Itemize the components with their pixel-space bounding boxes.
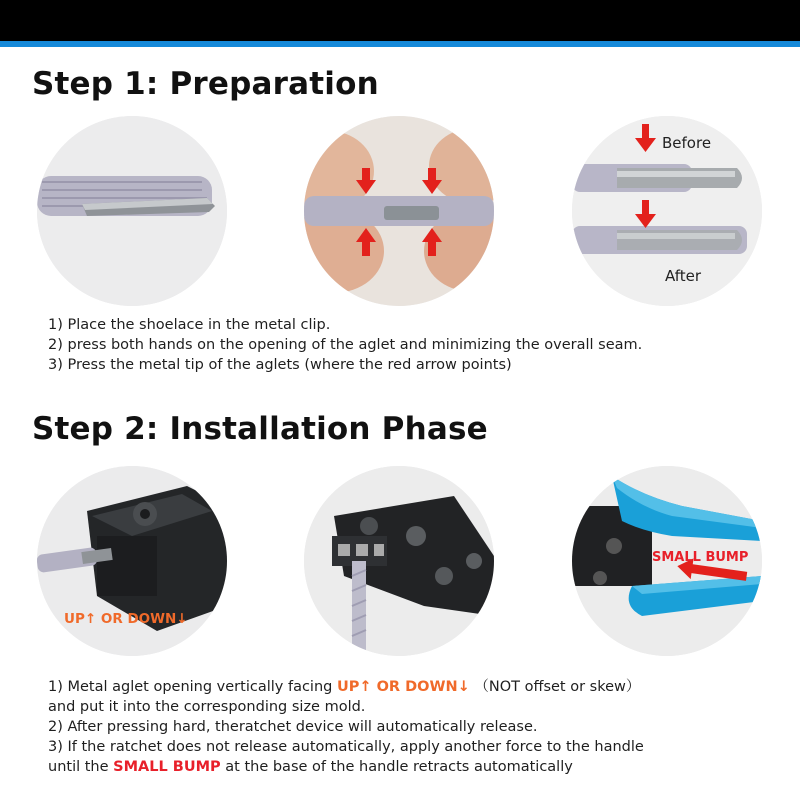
step1-instructions — [48, 315, 642, 375]
step1-title: Step 1: Preparation — [32, 66, 379, 102]
step2-line5-suffix: at the base of the handle retracts automatically — [220, 759, 573, 775]
step2-instruction-line-3: 2) After pressing hard, theratchet device will automatically release. — [48, 719, 538, 735]
step2-instruction-line-4: 3) If the ratchet does not release automatically, apply another force to the handle — [48, 739, 644, 755]
step1-instruction-line: 2) press both hands on the opening of the aglet and minimizing the overall seam. — [48, 337, 643, 353]
step2-instruction-line-5 — [48, 757, 644, 777]
step1-photo-press-aglet — [304, 116, 494, 306]
step2-photo-small-bump — [572, 466, 762, 656]
step2-title: Step 2: Installation Phase — [32, 411, 488, 447]
step2-instructions — [48, 677, 644, 777]
step1-instruction-line: 3) Press the metal tip of the aglets (where the red arrow points) — [48, 357, 512, 373]
step1-photo-before-after — [572, 116, 762, 306]
step2-instruction-line-1 — [48, 677, 644, 697]
step2-line1-prefix: 1) Metal aglet opening vertically facing — [48, 679, 337, 695]
top-banner-stripe — [0, 41, 800, 47]
step2-instruction-line-2: and put it into the corresponding size mold. — [48, 699, 366, 715]
step2-photo-mold — [37, 466, 227, 656]
before-label: Before — [662, 134, 712, 152]
step2-photo-crimping-tool — [304, 466, 494, 656]
step2-line5-highlight: SMALL BUMP — [113, 759, 221, 775]
step2-line5-prefix: until the — [48, 759, 114, 775]
up-or-down-label: UP↑ OR DOWN↓ — [64, 611, 188, 627]
step2-line1-suffix: （NOT offset or skew） — [469, 679, 641, 695]
after-label: After — [665, 267, 702, 285]
step2-line1-highlight: UP↑ OR DOWN↓ — [336, 679, 470, 695]
step1-photo-lace-in-clip — [37, 116, 227, 306]
small-bump-label: SMALL BUMP — [652, 550, 749, 565]
top-banner — [0, 0, 800, 41]
step1-instruction-line: 1) Place the shoelace in the metal clip. — [48, 317, 331, 333]
